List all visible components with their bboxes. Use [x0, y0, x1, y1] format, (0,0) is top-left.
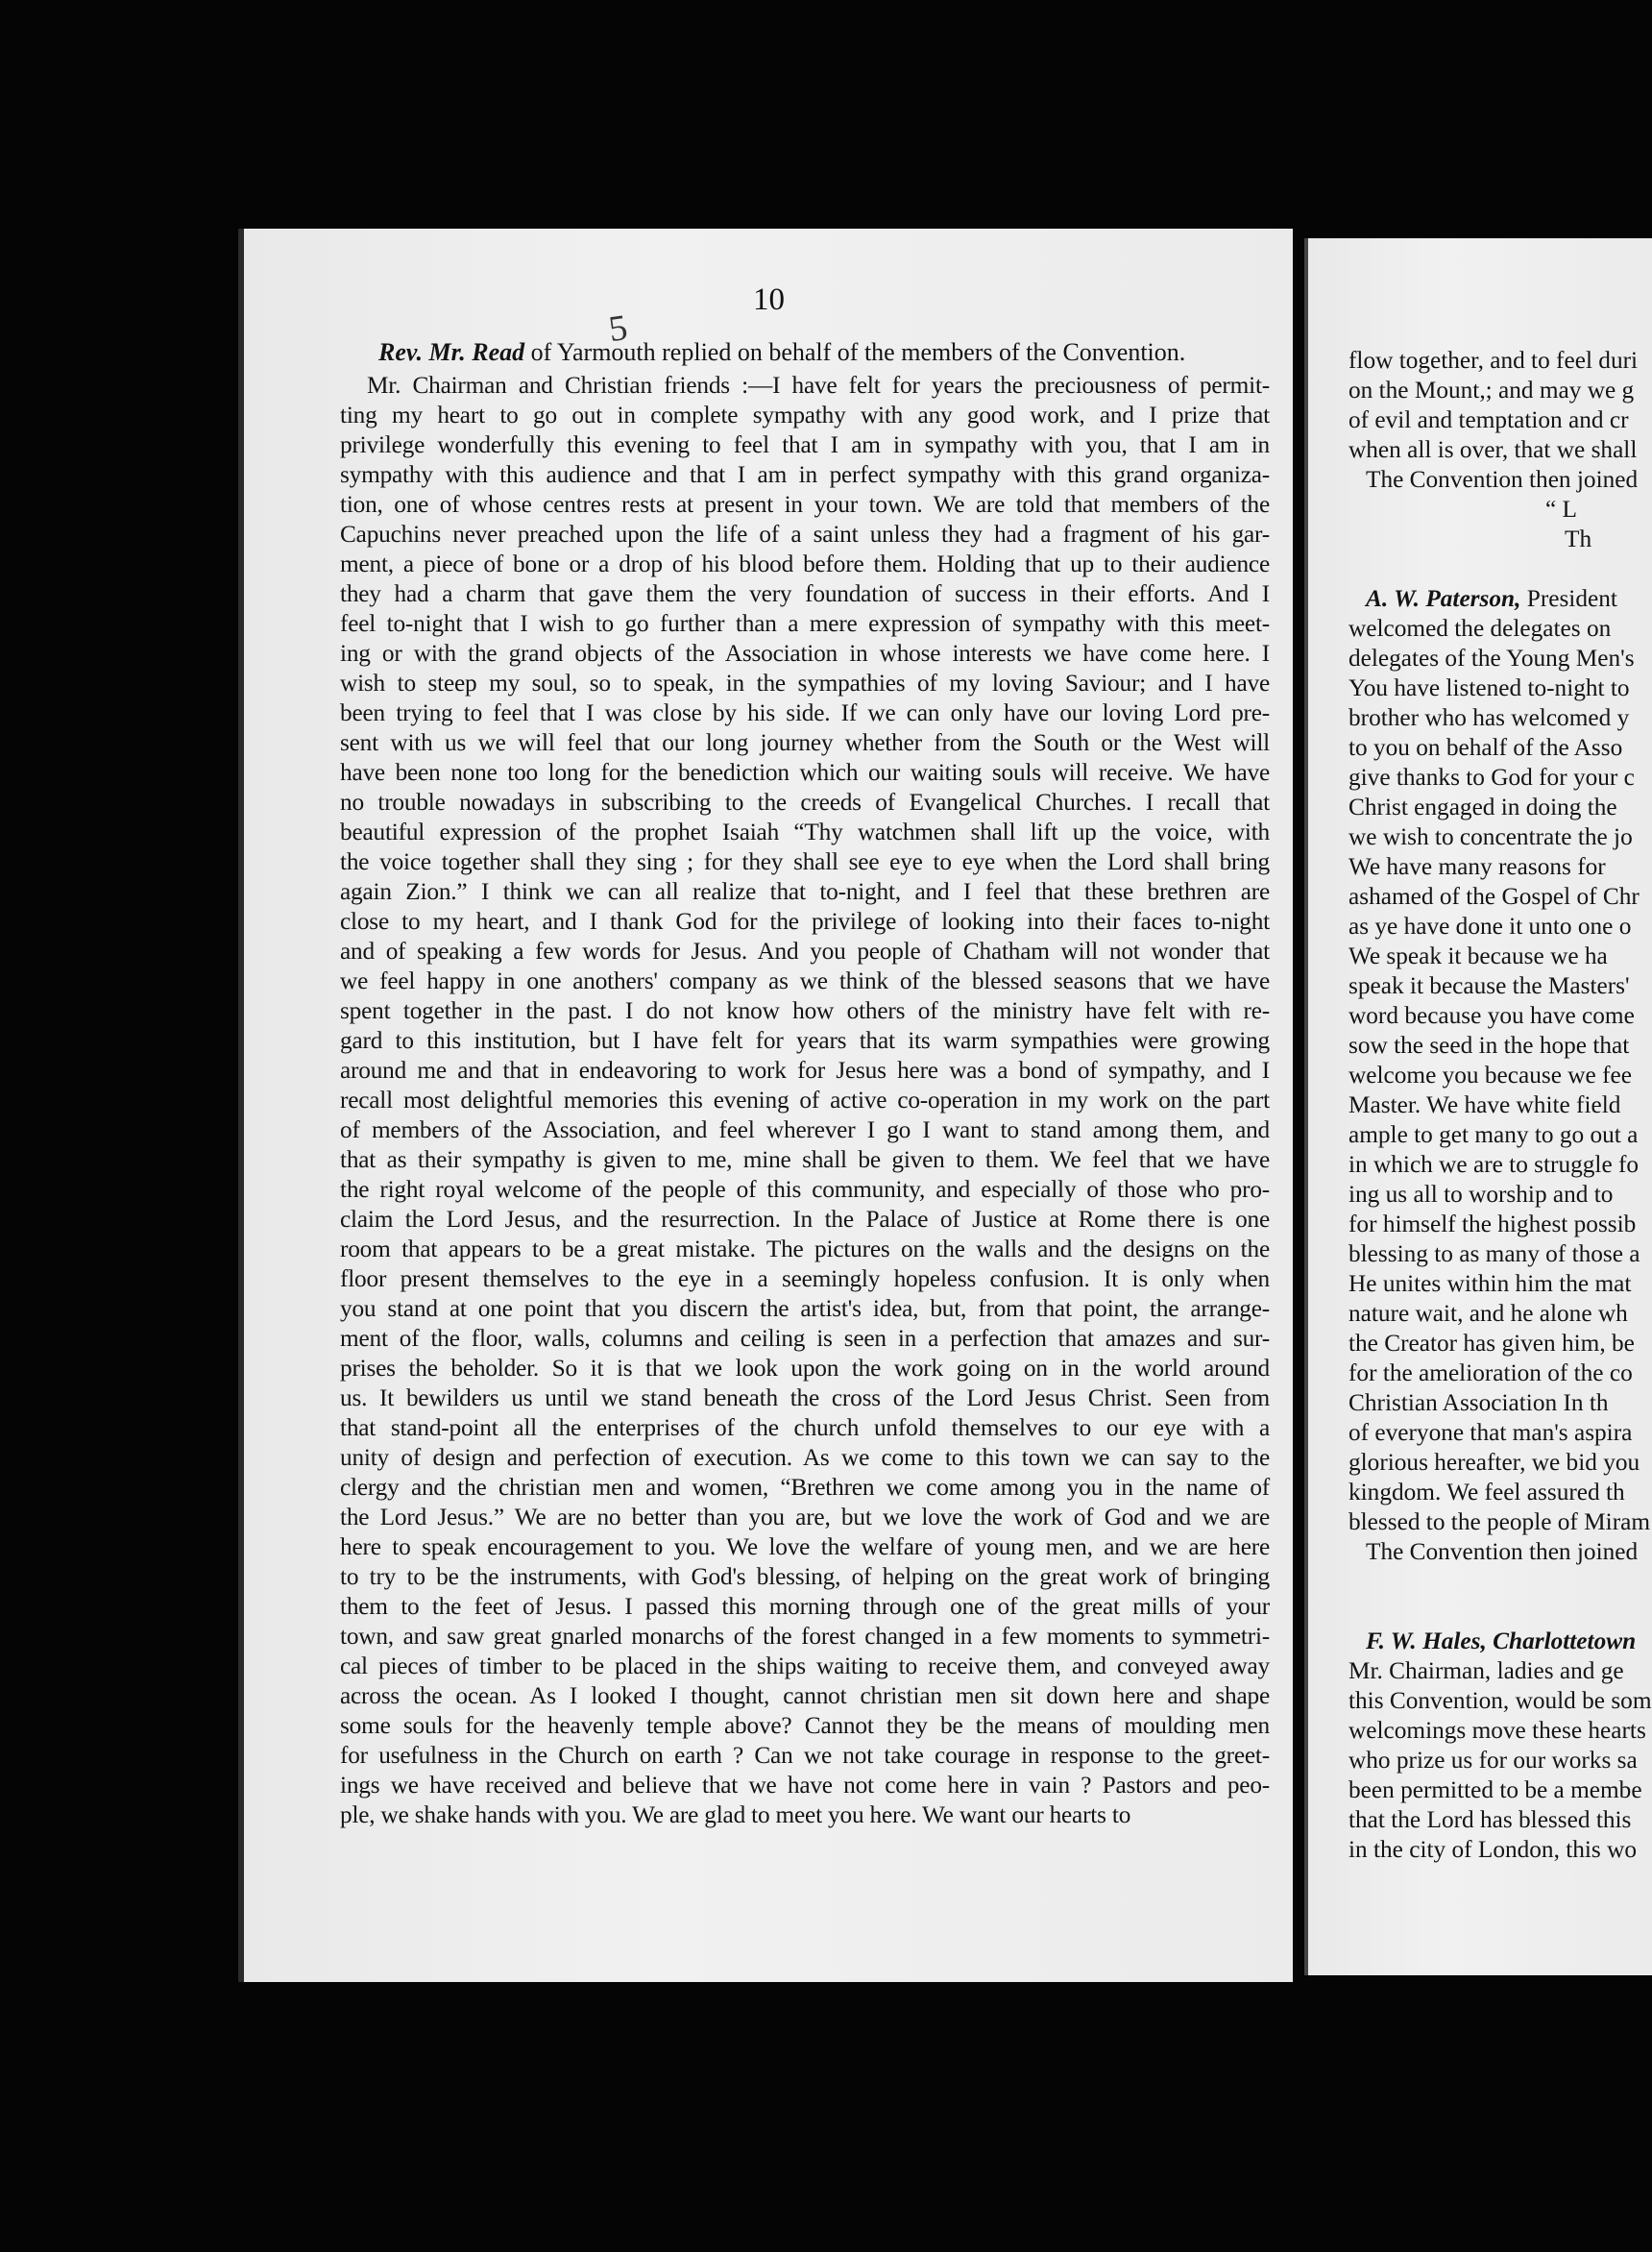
text-line: again Zion.” I think we can all realize that to-night, and I feel that these brethren are — [340, 878, 1270, 905]
text-line: been trying to feel that I was close by his side. If we can only have our loving Lord pre- — [340, 699, 1270, 726]
text-line: sympathy with this audience and that I am in perfect sympathy with this grand organiza- — [340, 461, 1270, 488]
text-line: they had a charm that gave them the very foundation of success in their efforts. And I — [340, 580, 1270, 607]
text-line: for himself the highest possib — [1348, 1211, 1637, 1237]
right-block-2 — [1348, 614, 1652, 1537]
text-line: The Convention then joined — [1366, 466, 1639, 493]
text-line: ample to get many to go out a — [1348, 1121, 1639, 1148]
text-line: clergy and the christian men and women, “Brethren we come among you in the name of — [340, 1474, 1270, 1501]
text-line: nature wait, and he alone wh — [1348, 1300, 1628, 1327]
speech-body — [340, 371, 1270, 1830]
text-line: of members of the Association, and feel wherever I go I want to stand among them, and — [340, 1116, 1270, 1143]
text-line: the voice together shall they sing ; for they shall see eye to eye when the Lord shall bring — [340, 848, 1270, 875]
hymn-line-1: “ L — [1545, 496, 1578, 523]
text-line: the Lord Jesus.” We are no better than you are, but we love the work of God and we are — [340, 1504, 1270, 1530]
text-line: of evil and temptation and cr — [1348, 406, 1629, 433]
text-line: welcomings move these hearts — [1348, 1717, 1646, 1744]
text-line: We have many reasons for — [1348, 853, 1606, 880]
text-line: beautiful expression of the prophet Isaiah “Thy watchmen shall lift up the voice, with — [340, 819, 1270, 845]
spacer — [1348, 1567, 1652, 1627]
text-line: Christian Association In th — [1348, 1389, 1609, 1416]
text-line: close to my heart, and I thank God for the privilege of looking into their faces to-night — [340, 908, 1270, 935]
speaker-title: President — [1520, 585, 1617, 612]
speaker-name: A. W. Paterson, — [1366, 585, 1521, 612]
text-line: Capuchins never preached upon the life of a saint unless they had a fragment of his gar- — [340, 521, 1270, 548]
text-line: blessing to as many of those a — [1348, 1240, 1640, 1267]
text-line: around me and that in endeavoring to work for Jesus here was a bond of sympathy, and I — [340, 1057, 1270, 1084]
text-line: been permitted to be a membe — [1348, 1776, 1642, 1803]
text-line: feel to-night that I wish to go further than a mere expression of sympathy with this meet- — [340, 610, 1270, 637]
speech-heading — [378, 338, 1185, 367]
text-line: floor present themselves to the eye in a seemingly hopeless confusion. It is only when — [340, 1265, 1270, 1292]
text-line: this Convention, would be som — [1348, 1687, 1652, 1714]
text-line: us. It bewilders us until we stand beneath the cross of the Lord Jesus Christ. Seen from — [340, 1384, 1270, 1411]
text-line: that as their sympathy is given to me, mine shall be given to them. We feel that we have — [340, 1146, 1270, 1173]
paterson-heading — [1348, 584, 1652, 614]
heading-text: of Yarmouth replied on behalf of the members of the Convention. — [524, 338, 1186, 366]
text-line: wish to steep my soul, so to speak, in the sympathies of my loving Saviour; and I have — [340, 670, 1270, 697]
right-page-text — [1348, 346, 1652, 1865]
text-line: have been none too long for the benediction which our waiting souls will receive. We have — [340, 759, 1270, 786]
text-line: gard to this institution, but I have felt for years that its warm sympathies were growing — [340, 1027, 1270, 1054]
text-line: them to the feet of Jesus. I passed this morning through one of the great mills of your — [340, 1593, 1270, 1620]
text-line: of everyone that man's aspira — [1348, 1419, 1633, 1446]
speaker-name: Rev. Mr. Read — [378, 338, 525, 366]
text-line: we wish to concentrate the jo — [1348, 823, 1633, 850]
text-line: kingdom. We feel assured th — [1348, 1479, 1625, 1505]
text-line: delegates of the Young Men's — [1348, 645, 1635, 672]
text-line: Christ engaged in doing the — [1348, 794, 1617, 820]
left-page — [238, 229, 1293, 1982]
right-block-1 — [1348, 346, 1652, 495]
text-line: welcome you because we fee — [1348, 1062, 1632, 1089]
text-line: word because you have come — [1348, 1002, 1635, 1029]
text-line: privilege wonderfully this evening to feel that I am in sympathy with you, that I am in — [340, 431, 1270, 458]
text-line: recall most delightful memories this evening of active co-operation in my work on the part — [340, 1087, 1270, 1114]
text-line: We speak it because we ha — [1348, 942, 1608, 969]
text-line: across the ocean. As I looked I thought, cannot christian men sit down here and shape — [340, 1682, 1270, 1709]
text-line: unity of design and perfection of execution. As we come to this town we can say to the — [340, 1444, 1270, 1471]
text-line: to you on behalf of the Asso — [1348, 734, 1623, 761]
text-line: here to speak encouragement to you. We love the welfare of young men, and we are here — [340, 1533, 1270, 1560]
text-line: You have listened to-night to — [1348, 674, 1630, 701]
text-line: that stand-point all the enterprises of the church unfold themselves to our eye with a — [340, 1414, 1270, 1441]
text-line: flow together, and to feel duri — [1348, 347, 1639, 374]
text-line: glorious hereafter, we bid you — [1348, 1449, 1640, 1476]
text-line: the Creator has given him, be — [1348, 1330, 1635, 1357]
text-line: speak it because the Masters' — [1348, 972, 1630, 999]
text-line: that the Lord has blessed this — [1348, 1806, 1632, 1833]
text-line: for the amelioration of the co — [1348, 1359, 1633, 1386]
text-line: on the Mount,; and may we g — [1348, 377, 1635, 404]
text-line: cal pieces of timber to be placed in the ships waiting to receive them, and conveyed away — [340, 1652, 1270, 1679]
text-line: welcomed the delegates on — [1348, 615, 1612, 642]
page-number: 10 — [753, 282, 785, 317]
text-line: blessed to the people of Miram — [1348, 1508, 1651, 1535]
text-line: in the city of London, this wo — [1348, 1836, 1638, 1863]
text-line: brother who has welcomed y — [1348, 704, 1630, 731]
hymn-line-2: Th — [1565, 526, 1592, 552]
text-line: no trouble nowadays in subscribing to the creeds of Evangelical Churches. I recall that — [340, 789, 1270, 816]
text-line: ment of the floor, walls, columns and ceiling is seen in a perfection that amazes and sur- — [340, 1325, 1270, 1352]
text-line: prises the beholder. So it is that we look upon the work going on in the world around — [340, 1355, 1270, 1382]
text-line: ing us all to worship and to — [1348, 1181, 1614, 1208]
text-line: Mr. Chairman, ladies and ge — [1348, 1657, 1624, 1684]
text-line: claim the Lord Jesus, and the resurrection. In the Palace of Justice at Rome there is one — [340, 1206, 1270, 1233]
convention-joined-line: The Convention then joined — [1366, 1538, 1639, 1565]
text-line: when all is over, that we shall — [1348, 436, 1638, 463]
text-line: spent together in the past. I do not know how others of the ministry have felt with re- — [340, 997, 1270, 1024]
text-line: you stand at one point that you discern the artist's idea, but, from that point, the arrange- — [340, 1295, 1270, 1322]
text-line: and of speaking a few words for Jesus. And you people of Chatham will not wonder that — [340, 938, 1270, 965]
text-line: we feel happy in one anothers' company as we think of the blessed seasons that we have — [340, 967, 1270, 994]
text-line: Mr. Chairman and Christian friends :—I have felt for years the preciousness of permit- — [367, 372, 1270, 399]
text-line: for usefulness in the Church on earth ? Can we not take courage in response to the greet- — [340, 1742, 1270, 1769]
text-line: some souls for the heavenly temple above? Cannot they be the means of moulding men — [340, 1712, 1270, 1739]
text-line: ple, we shake hands with you. We are glad to meet you here. We want our hearts to — [340, 1801, 1131, 1828]
text-line: ings we have received and believe that we have not come here in vain ? Pastors and peo- — [340, 1772, 1270, 1799]
text-line: in which we are to struggle fo — [1348, 1151, 1640, 1178]
right-block-3 — [1348, 1656, 1652, 1865]
text-line: who prize us for our works sa — [1348, 1747, 1638, 1774]
text-line: He unites within him the mat — [1348, 1270, 1632, 1297]
right-page — [1304, 238, 1652, 1975]
text-line: ing or with the grand objects of the Association in whose interests we have come here. I — [340, 640, 1270, 667]
text-line: ashamed of the Gospel of Chr — [1348, 883, 1640, 910]
text-line: to try to be the instruments, with God's blessing, of helping on the great work of bringing — [340, 1563, 1270, 1590]
text-line: town, and saw great gnarled monarchs of the forest changed in a few moments to symmetri- — [340, 1623, 1270, 1650]
text-line: room that appears to be a great mistake. The pictures on the walls and the designs on the — [340, 1236, 1270, 1262]
text-line: sent with us we will feel that our long journey whether from the South or the West will — [340, 729, 1270, 756]
text-line: Master. We have white field — [1348, 1091, 1621, 1118]
margin-pencil-mark: 5 — [606, 306, 630, 351]
text-line: ment, a piece of bone or a drop of his blood before them. Holding that up to their audience — [340, 551, 1270, 577]
text-line: sow the seed in the hope that — [1348, 1032, 1630, 1059]
text-line: as ye have done it unto one o — [1348, 913, 1632, 940]
spacer — [1348, 554, 1652, 584]
text-line: ting my heart to go out in complete sympathy with any good work, and I prize that — [340, 402, 1270, 428]
text-line: tion, one of whose centres rests at present in your town. We are told that members of the — [340, 491, 1270, 518]
hales-heading: F. W. Hales, Charlottetown — [1366, 1628, 1637, 1654]
text-line: give thanks to God for your c — [1348, 764, 1635, 791]
text-line: the right royal welcome of the people of this community, and especially of those who pro- — [340, 1176, 1270, 1203]
